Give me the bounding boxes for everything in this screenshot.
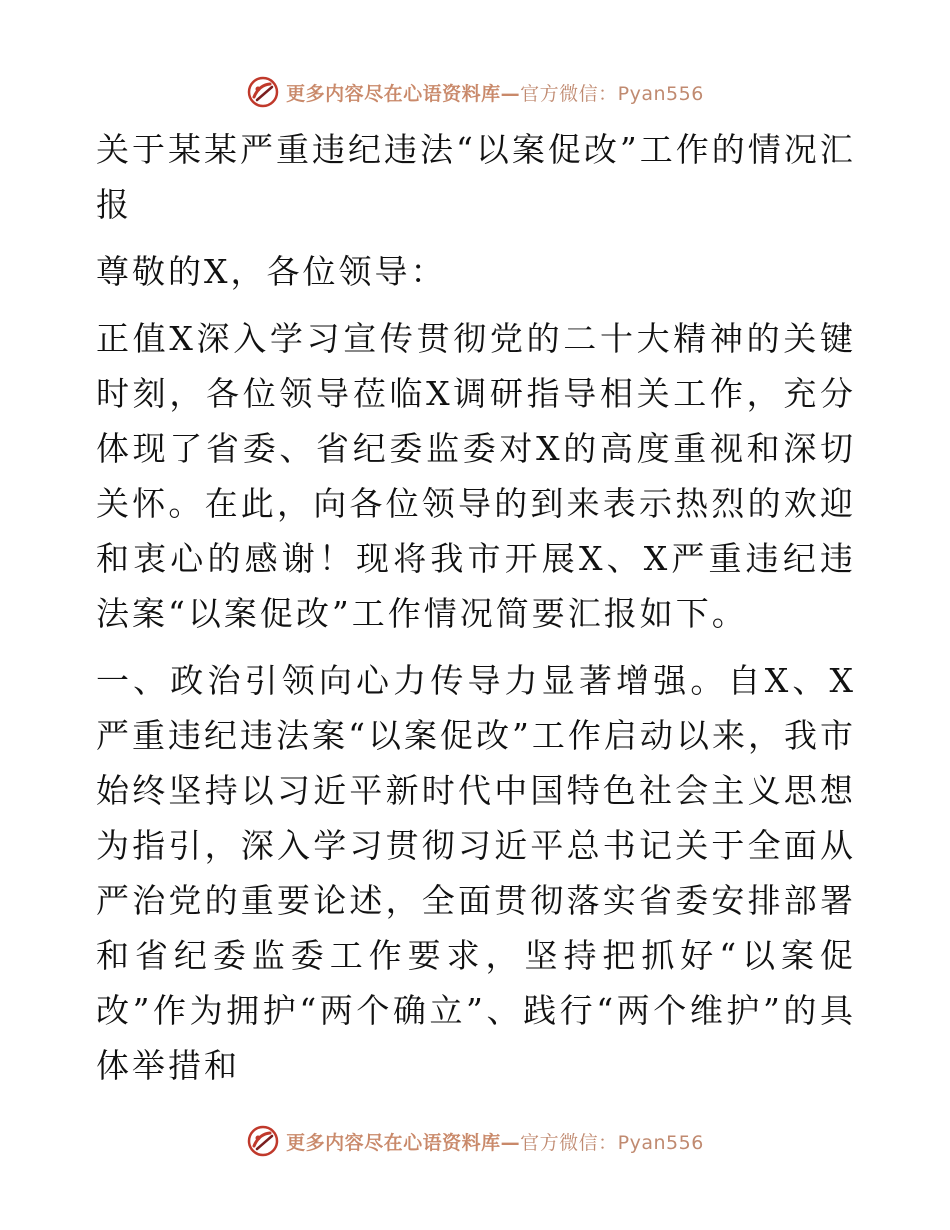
watermark-text: 更多内容尽在心语资料库—官方微信：Pyan556 (286, 1131, 704, 1154)
book-pen-logo-icon (246, 1124, 280, 1158)
book-pen-logo-icon (246, 75, 280, 109)
watermark-text: 更多内容尽在心语资料库—官方微信：Pyan556 (286, 82, 704, 105)
header-watermark (0, 72, 950, 112)
footer-watermark (0, 1121, 950, 1161)
paragraph-1: 正值X深入学习宣传贯彻党的二十大精神的关键时刻，各位领导莅临X调研指导相关工作，充分体现了省委、省纪委监委对X的高度重视和深切关怀。在此，向各位领导的到来表示热烈的欢迎和衷心的感谢！现将我市开展X、X严重违纪违法案“以案促改”工作情况简要汇报如下。 (96, 319, 856, 633)
document-title: 关于某某严重违纪违法“以案促改”工作的情况汇报 (96, 130, 856, 224)
document-body (96, 122, 856, 1105)
greeting: 尊敬的X，各位领导： (96, 252, 447, 291)
paragraph-2: 一、政治引领向心力传导力显著增强。自X、X严重违纪违法案“以案促改”工作启动以来，我市始终坚持以习近平新时代中国特色社会主义思想为指引，深入学习贯彻习近平总书记关于全面从严治党的重要论述，全面贯彻落实省委安排部署和省纪委监委工作要求，坚持把抓好“以案促改”作为拥护“两个确立”、践行“两个维护”的具体举措和 (96, 661, 856, 1085)
